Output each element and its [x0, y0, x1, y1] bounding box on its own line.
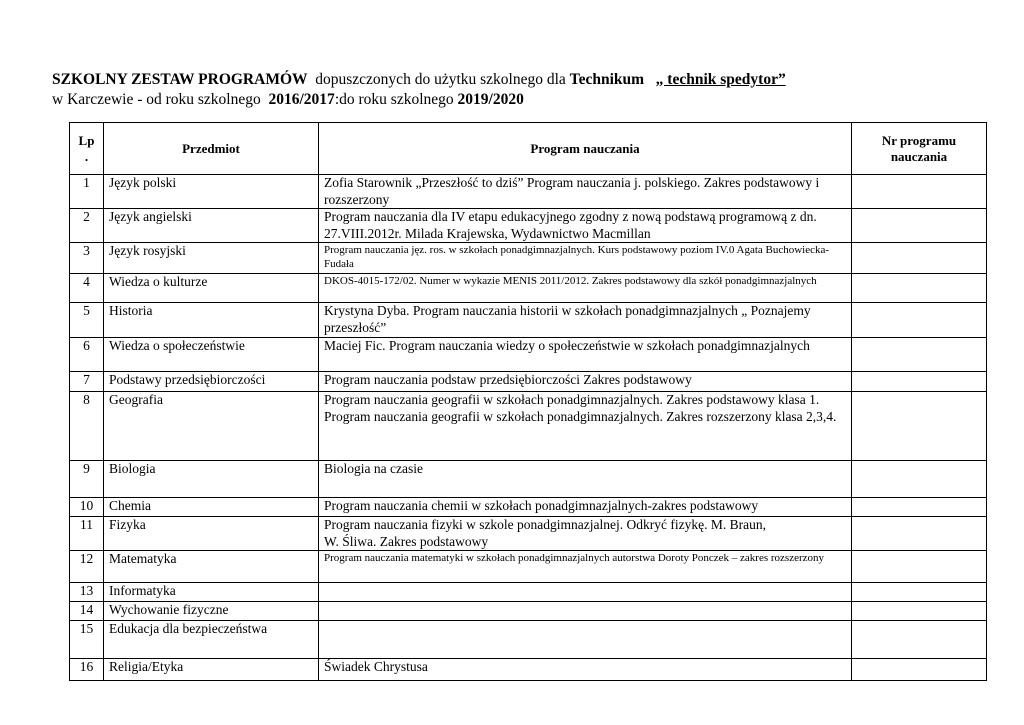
row-subject: Informatyka — [104, 583, 319, 602]
row-number: 16 — [70, 659, 104, 681]
table-row — [70, 551, 987, 583]
row-program-number — [852, 659, 987, 681]
row-number: 14 — [70, 602, 104, 621]
row-program — [319, 602, 852, 621]
heading-text-3: :do roku szkolnego — [334, 91, 454, 108]
row-program-number — [852, 517, 987, 551]
table-row — [70, 243, 987, 274]
row-number: 13 — [70, 583, 104, 602]
row-subject: Fizyka — [104, 517, 319, 551]
heading-text-2: w Karczewie - od roku szkolnego — [52, 91, 261, 108]
program-line: Program nauczania geografii w szkołach ponadgimnazjalnych. Zakres podstawowy klasa 1. — [324, 392, 820, 407]
row-number: 11 — [70, 517, 104, 551]
heading-year-to: 2019/2020 — [457, 91, 524, 108]
row-program-number — [852, 338, 987, 372]
column-header-lp: Lp . — [70, 123, 104, 175]
table-row — [70, 621, 987, 659]
row-subject: Wychowanie fizyczne — [104, 602, 319, 621]
row-program: Program nauczania chemii w szkołach ponadgimnazjalnych-zakres podstawowy — [319, 498, 852, 517]
table-row — [70, 659, 987, 681]
row-subject: Geografia — [104, 392, 319, 461]
row-program-number — [852, 372, 987, 392]
row-program-number — [852, 209, 987, 243]
row-number: 5 — [70, 303, 104, 338]
program-line: Program nauczania geografii w szkołach ponadgimnazjalnych. Zakres rozszerzony klasa 2,3,4. — [324, 408, 837, 424]
table-row — [70, 517, 987, 551]
row-number: 7 — [70, 372, 104, 392]
row-program-number — [852, 392, 987, 461]
row-program — [319, 517, 852, 551]
heading-line-2 — [52, 90, 992, 110]
document-heading — [52, 70, 992, 110]
row-program — [319, 392, 852, 461]
program-line: W. Śliwa. Zakres podstawowy — [324, 533, 489, 549]
row-program-number — [852, 303, 987, 338]
column-header-number: Nr programu nauczania — [852, 123, 987, 175]
row-program-number — [852, 551, 987, 583]
heading-title: SZKOLNY ZESTAW PROGRAMÓW — [52, 71, 308, 88]
row-program-number — [852, 602, 987, 621]
row-number: 15 — [70, 621, 104, 659]
row-program: Świadek Chrystusa — [319, 659, 852, 681]
row-program-number — [852, 498, 987, 517]
row-subject: Edukacja dla bezpieczeństwa — [104, 621, 319, 659]
table-row — [70, 303, 987, 338]
row-program: Program nauczania matematyki w szkołach ponadgimnazjalnych autorstwa Doroty Ponczek – zakres rozszerzony — [319, 551, 852, 583]
heading-year-from: 2016/2017 — [268, 91, 335, 108]
table-row — [70, 338, 987, 372]
heading-text-1: dopuszczonych do użytku szkolnego dla — [315, 71, 566, 88]
row-program: Zofia Starownik „Przeszłość to dziś” Program nauczania j. polskiego. Zakres podstawowy i rozszerzony — [319, 175, 852, 209]
row-number: 12 — [70, 551, 104, 583]
table-row — [70, 392, 987, 461]
row-program: DKOS-4015-172/02. Numer w wykazie MENIS 2011/2012. Zakres podstawowy dla szkół ponadgimnazjalnych — [319, 274, 852, 303]
heading-profession: „ technik spedytor” — [655, 71, 786, 88]
row-number: 1 — [70, 175, 104, 209]
table-row — [70, 602, 987, 621]
column-header-program: Program nauczania — [319, 123, 852, 175]
column-header-subject: Przedmiot — [104, 123, 319, 175]
row-program: Program nauczania dla IV etapu edukacyjnego zgodny z nową podstawą programową z dn. 27.VIII.2012r. Milada Krajewska, Wydawnictwo Macmillan — [319, 209, 852, 243]
row-program-number — [852, 175, 987, 209]
table-row — [70, 498, 987, 517]
row-program: Program nauczania podstaw przedsiębiorczości Zakres podstawowy — [319, 372, 852, 392]
heading-school-type: Technikum — [569, 71, 645, 88]
row-number: 9 — [70, 461, 104, 498]
table-row — [70, 274, 987, 303]
row-subject: Biologia — [104, 461, 319, 498]
row-subject: Język polski — [104, 175, 319, 209]
table-row — [70, 583, 987, 602]
row-program: Krystyna Dyba. Program nauczania historii w szkołach ponadgimnazjalnych „ Poznajemy przeszłość” — [319, 303, 852, 338]
row-number: 2 — [70, 209, 104, 243]
row-subject: Historia — [104, 303, 319, 338]
row-subject: Język rosyjski — [104, 243, 319, 274]
row-program — [319, 621, 852, 659]
row-number: 6 — [70, 338, 104, 372]
row-subject: Język angielski — [104, 209, 319, 243]
row-subject: Wiedza o kulturze — [104, 274, 319, 303]
table-row — [70, 175, 987, 209]
table-row — [70, 209, 987, 243]
table-row — [70, 461, 987, 498]
row-number: 10 — [70, 498, 104, 517]
row-program-number — [852, 461, 987, 498]
row-subject: Podstawy przedsiębiorczości — [104, 372, 319, 392]
row-number: 3 — [70, 243, 104, 274]
row-program — [319, 583, 852, 602]
row-number: 4 — [70, 274, 104, 303]
table-row — [70, 372, 987, 392]
row-subject: Matematyka — [104, 551, 319, 583]
program-line: Program nauczania fizyki w szkole ponadgimnazjalnej. Odkryć fizykę. M. Braun, — [324, 517, 766, 532]
table-header-row — [70, 123, 987, 175]
row-subject: Wiedza o społeczeństwie — [104, 338, 319, 372]
heading-line-1 — [52, 70, 992, 90]
row-program: Biologia na czasie — [319, 461, 852, 498]
row-program-number — [852, 243, 987, 274]
row-program-number — [852, 583, 987, 602]
row-subject: Religia/Etyka — [104, 659, 319, 681]
program-table — [69, 122, 987, 681]
row-program-number — [852, 621, 987, 659]
row-subject: Chemia — [104, 498, 319, 517]
row-number: 8 — [70, 392, 104, 461]
row-program: Program nauczania jęz. ros. w szkołach ponadgimnazjalnych. Kurs podstawowy poziom IV.0 Agata Buchowiecka-Fudała — [319, 243, 852, 274]
row-program-number — [852, 274, 987, 303]
row-program: Maciej Fic. Program nauczania wiedzy o społeczeństwie w szkołach ponadgimnazjalnych — [319, 338, 852, 372]
